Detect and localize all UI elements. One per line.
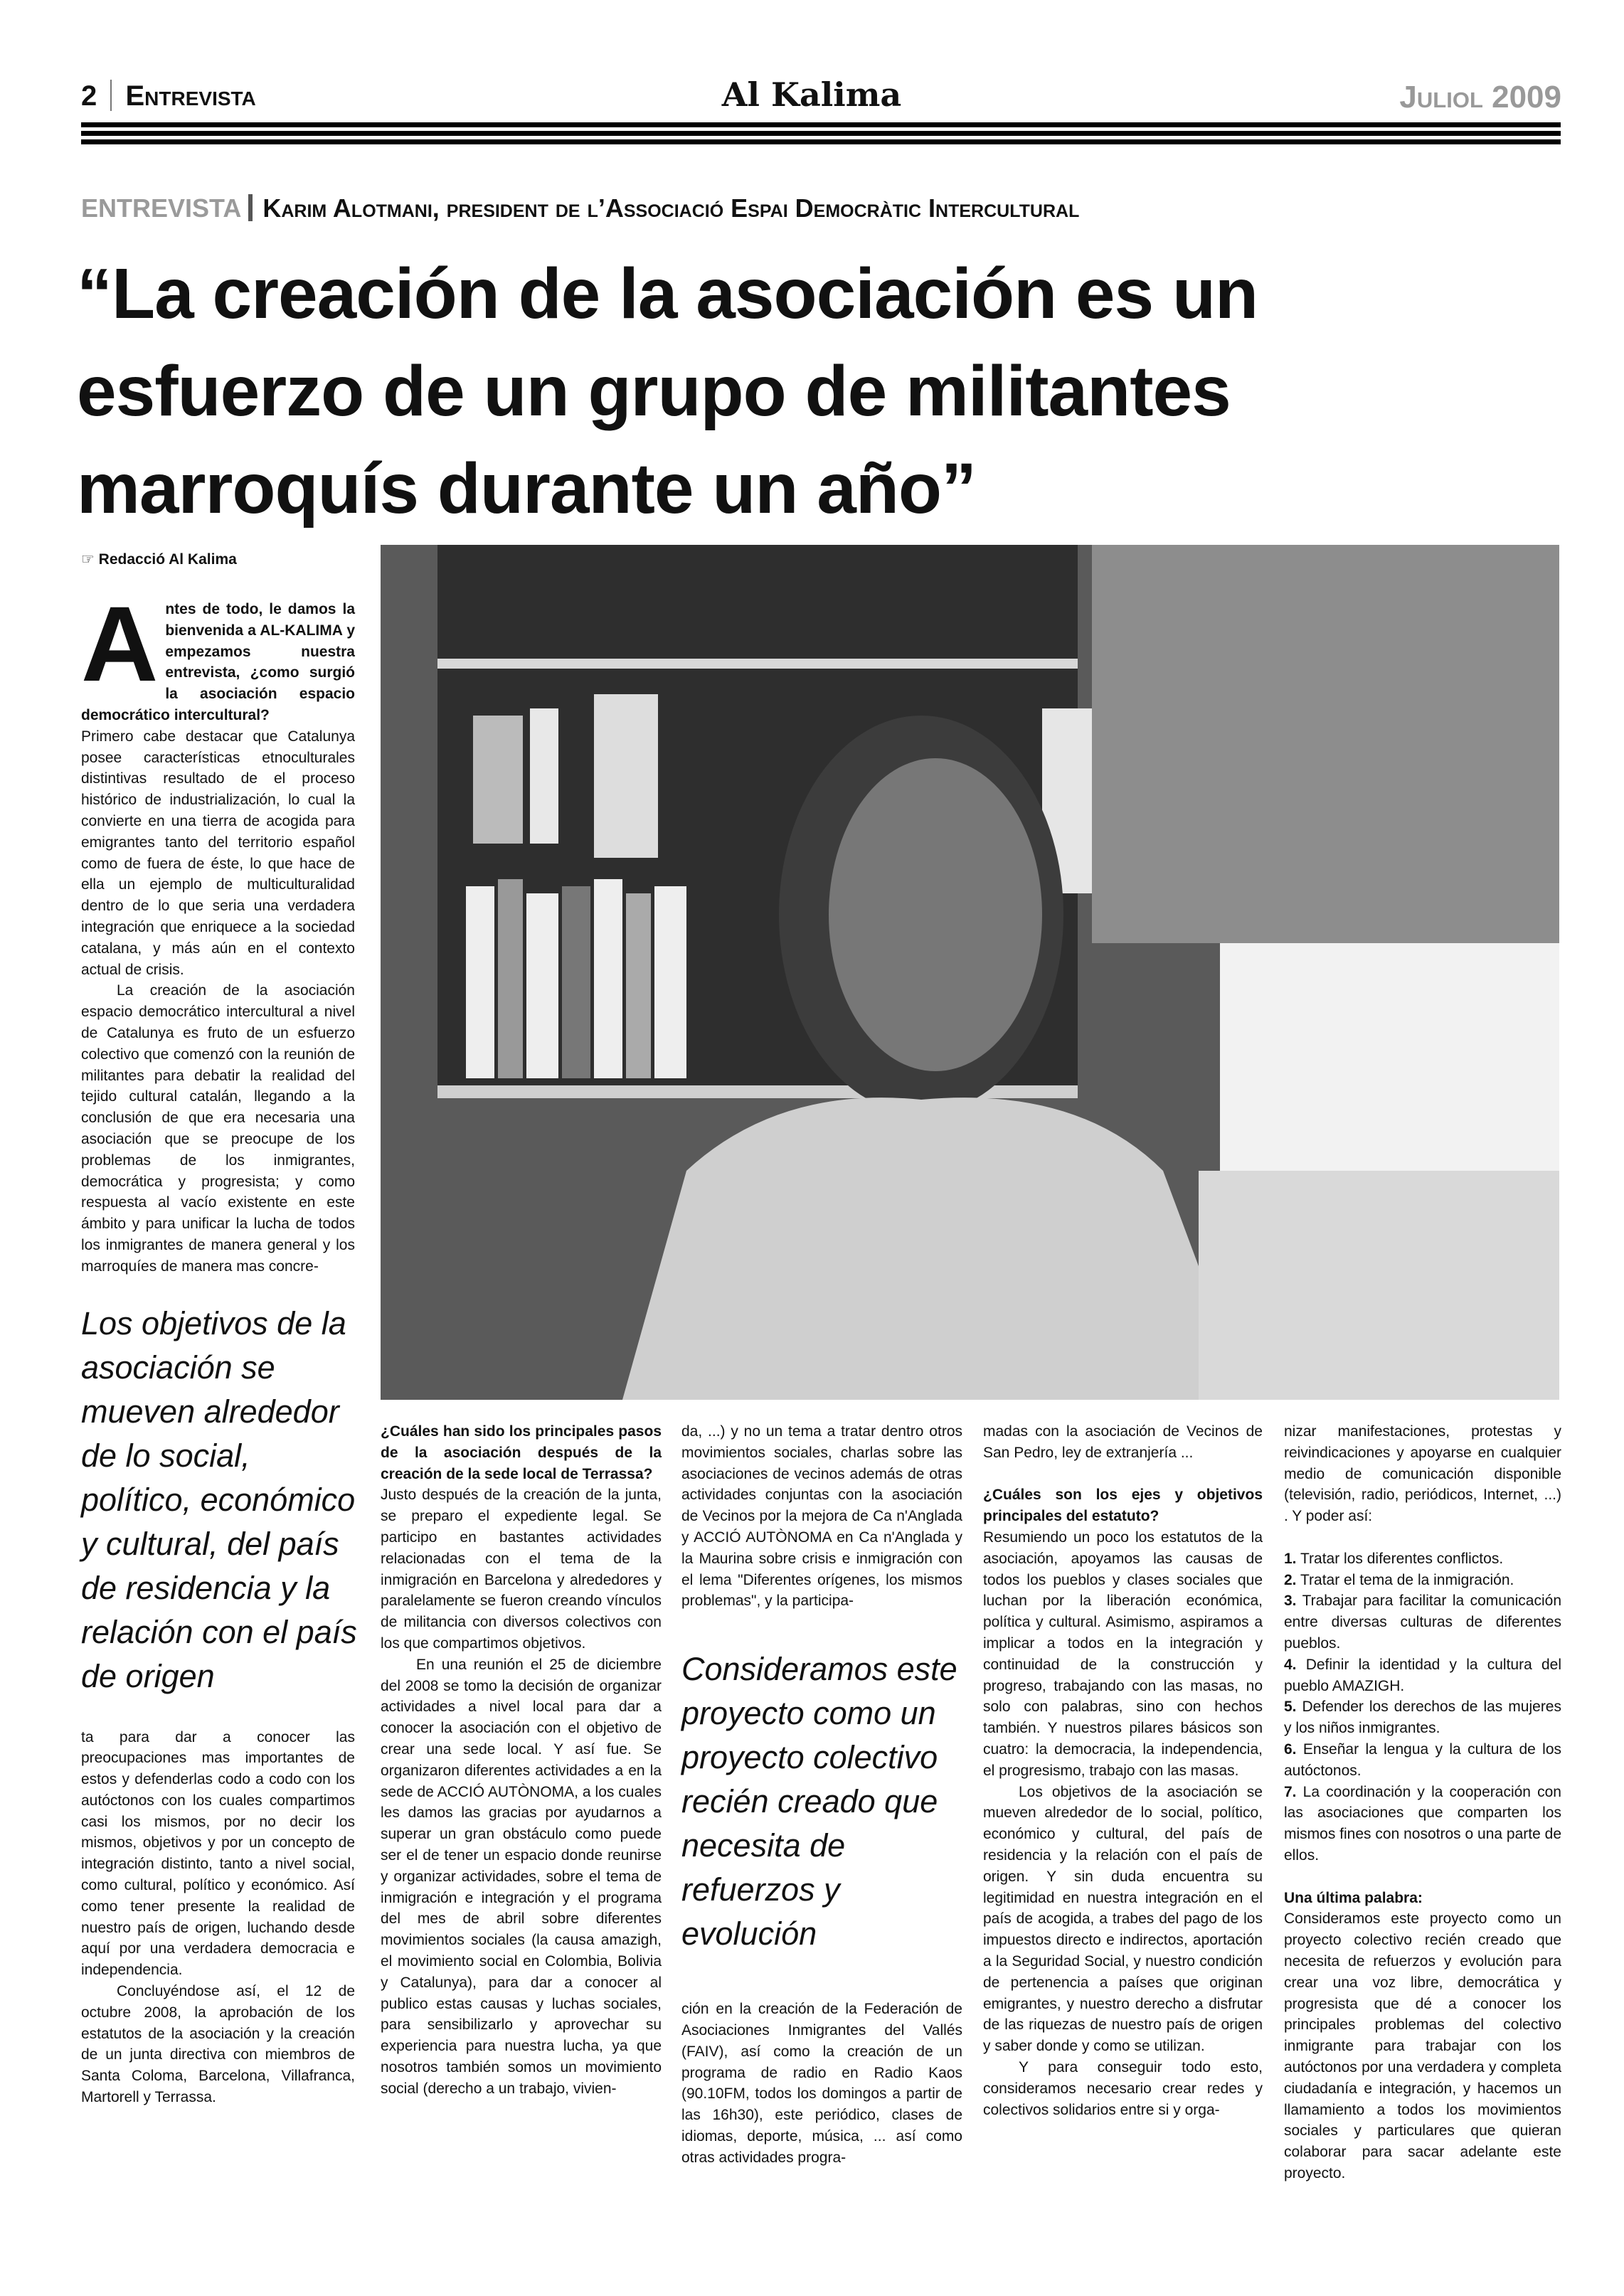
headline-line: “La creación de la asociación es un: [77, 254, 1258, 334]
answer-paragraph: nizar manifestaciones, protestas y reivindicaciones y apoyarse en cualquier medio de comunicación disponible (televisión, radio, periódicos, Internet, ...) . Y poder así:: [1284, 1423, 1561, 1525]
objective-number: 3.: [1284, 1593, 1297, 1610]
divider: [248, 194, 253, 221]
headline-line: marroquís durante un año”: [77, 449, 977, 528]
objective-text: Tratar los diferentes conflictos.: [1300, 1550, 1504, 1567]
question: ¿Cuáles son los ejes y objetivos principales del estatuto?: [983, 1487, 1263, 1525]
objective-number: 5.: [1284, 1699, 1297, 1716]
objective-text: Tratar el tema de la inmigración.: [1300, 1571, 1514, 1588]
objective-text: Defender los derechos de las mujeres y los niños inmigrantes.: [1284, 1699, 1561, 1737]
objective-number: 2.: [1284, 1571, 1297, 1588]
answer-paragraph: ta para dar a conocer las preocupaciones mas importantes de estos y defenderlas codo a codo con los autóctonos con los cuales compartimos casi los mismos, por no decir los mismos, objetivos y por un concepto de integración distinto, tanto a nivel social, como cultural, político y económico. Así como tener presente la realidad de nuestro país de origen, luchando desde aquí por una verdadera democracia e independencia.: [81, 1728, 355, 1979]
pull-quote: Consideramos este proyecto como un proyecto colectivo recién creado que necesita de refuerzos y evolución: [681, 1651, 957, 1952]
photo-illustration: [381, 545, 1559, 1400]
answer-paragraph: Y para conseguir todo esto, consideramos necesario crear redes y colectivos solidarios entre si y orga-: [983, 2058, 1263, 2118]
question: ntes de todo, le damos la bienvenida a AL-KALIMA y empezamos nuestra entrevista, ¿como surgió la asociación espacio democrático intercultural?: [81, 601, 355, 723]
objective-number: 6.: [1284, 1740, 1297, 1758]
byline: [81, 551, 237, 568]
answer-paragraph: madas con la asociación de Vecinos de San Pedro, ley de extranjería ...: [983, 1423, 1263, 1461]
article-column-3: [681, 1421, 962, 1612]
article-column-2: [381, 1421, 662, 2100]
answer-paragraph: ción en la creación de la Federación de Asociaciones Inmigrantes del Vallés (FAIV), así como la creación de un programa de radio en Radio Kaos (90.10FM, todos los domingos a partir de las 16h30), este periódico, clases de idiomas, deporte, música, ... así como otras actividades progra-: [681, 2001, 962, 2166]
byline-text: Redacció Al Kalima: [98, 551, 237, 568]
objective-number: 1.: [1284, 1550, 1297, 1567]
objective-text: La coordinación y la cooperación con las asociaciones que comparten los mismos fines con nosotros o una parte de ellos.: [1284, 1783, 1561, 1864]
article-column-3-stack: [681, 1421, 962, 2169]
article-column-4: [983, 1421, 1263, 2120]
answer-paragraph: Concluyéndose así, el 12 de octubre 2008, la aprobación de los estatutos de la asociación y la creación de un junta directiva con miembros de Santa Coloma, Barcelona, Villafranca, Martorell y Terrassa.: [81, 1983, 355, 2106]
headline: [77, 245, 1258, 538]
kicker: [81, 193, 1079, 223]
masthead: Al Kalima: [721, 75, 902, 114]
article-column-1-lower: [81, 1727, 355, 2108]
answer-paragraph: da, ...) y no un tema a tratar dentro otros movimientos sociales, charlas sobre las asociaciones de vecinos además de otras actividades conjuntas con la asociación de Vecinos por la mejora de Ca n'Anglada y ACCIÓ AUTÒNOMA en Ca n'Anglada y la Maurina sobre crisis e inmigración con el lema "Diferentes orígenes, los mismos problemas", y la participa-: [681, 1423, 962, 1610]
article-column-5: [1284, 1421, 1561, 2184]
answer-paragraph: Consideramos este proyecto como un proyecto colectivo recién creado que necesita de refuerzos y evolución para crear una voz libre, democrática y progresista que dé a conocer los principales problemas del colectivo inmigrante para trabajar con los autóctonos por una verdadera y completa ciudadanía e integración, y hacemos un llamamiento a todos los movimientos sociales y particulares que quieran colaborar para sacar adelante este proyecto.: [1284, 1910, 1561, 2181]
drop-cap: A: [81, 584, 159, 703]
question: Una última palabra:: [1284, 1889, 1423, 1906]
interview-photo: [381, 545, 1559, 1400]
answer-paragraph: En una reunión el 25 de diciembre del 2008 se tomo la decisión de organizar actividades a nivel local para dar a conocer la asociación con el objetivo de crear una sede local. Y así fue. Se organizaron diferentes actividades a en la sede de ACCIÓ AUTÒNOMA, a los cuales les damos las gracias por ayudarnos a superar un gran obstáculo como puede ser el de tener un espacio donde reunirse y organizar actividades, sobre el tema de inmigración e integración y el programa del mes de abril sobre diferentes movimientos sociales (la causa amazigh, el movimiento social en Colombia, Bolivia y Catalunya), para dar a conocer al publico estas causas y luchas sociales, para sensibilizarlo y aprovechar su experiencia para nuestra lucha, ya que nosotros también somos un movimiento social (derecho a un trabajo, vivien-: [381, 1656, 662, 2097]
objective-item: [1284, 1548, 1561, 1570]
kicker-label: ENTREVISTA: [81, 193, 242, 223]
pointing-hand-icon: ☞: [81, 551, 95, 568]
objective-item: [1284, 1570, 1561, 1591]
headline-line: esfuerzo de un grupo de militantes: [77, 351, 1231, 431]
objective-item: [1284, 1696, 1561, 1739]
objective-number: 7.: [1284, 1783, 1297, 1800]
page-number: 2: [81, 80, 97, 112]
question: ¿Cuáles han sido los principales pasos de la asociación después de la creación de la sede local de Terrassa?: [381, 1423, 662, 1482]
article-column-1-stack: [81, 584, 357, 2108]
article-column-1: [81, 584, 355, 1277]
pull-quote: Los objetivos de la asociación se mueven alrededor de lo social, político, económico y cultural, del país de residencia y la relación con el país de origen: [81, 1304, 357, 1694]
objective-number: 4.: [1284, 1656, 1297, 1673]
objective-text: Enseñar la lengua y la cultura de los autóctonos.: [1284, 1740, 1561, 1779]
objective-item: [1284, 1654, 1561, 1697]
answer-paragraph: Resumiendo un poco los estatutos de la asociación, apoyamos las causas de todos los pueblos y clases sociales que luchan por la liberación económica, política y cultural. Asimismo, aspiramos a implicar a todos en la integración y continuidad de la construcción y progreso, trabajando con las masas, no solo con palabras, sino con hechos también. Y nuestros pilares básicos son cuatro: la democracia, la independencia, el progresismo, trabajo con las masas.: [983, 1529, 1263, 1779]
divider: [110, 80, 112, 111]
page-section-label: [81, 80, 256, 112]
kicker-subject: Karim Alotmani, president de l’Associació Espai Democràtic Intercultural: [262, 193, 1080, 223]
header-rule: [81, 122, 1561, 127]
objective-item: [1284, 1590, 1561, 1654]
objective-item: [1284, 1739, 1561, 1782]
issue-date: Juliol 2009: [1399, 80, 1561, 115]
answer-paragraph: Primero cabe destacar que Catalunya posee características etnoculturales distintivas resultado de el proceso histórico de industrialización, lo cual la convierte en una tierra de acogida para emigrantes tanto del territorio español como de fuera de éste, lo que hace de ella un ejemplo de multiculturalidad dentro de lo que seria una verdadera integración que enriquece a la sociedad catalana, y más aún en el contexto actual de crisis.: [81, 728, 355, 978]
answer-paragraph: Los objetivos de la asociación se mueven alrededor de lo social, político, económico y cultural, del país de residencia y la relación con el país de origen. Y sin duda encuentra su legitimidad en nuestra integración en el país de acogida, a trabes del pago de los impuestos directo e indirectos, aportación a la Seguridad Social, y nuestro condición de pertenencia a países que originan emigrantes, y nuestro derecho a disfrutar de las riquezas de nuestro país de origen y saber donde y como se utilizan.: [983, 1783, 1263, 2055]
header-rule: [81, 131, 1561, 136]
article-column-3-lower: [681, 1999, 962, 2168]
objective-text: Definir la identidad y la cultura del pueblo AMAZIGH.: [1284, 1656, 1561, 1694]
objective-text: Trabajar para facilitar la comunicación entre diversas culturas de diferentes pueblos.: [1284, 1593, 1561, 1652]
objective-item: [1284, 1782, 1561, 1866]
answer-paragraph: La creación de la asociación espacio democrático intercultural a nivel de Catalunya es fruto de un esfuerzo colectivo que comenzó con la reunión de militantes para debatir la realidad del tejido cultural catalán, llegando a la conclusión de que era necesaria una asociación que se preocupe de los problemas de los inmigrantes, democrática y progresista; y como respuesta al vacío existente en este ámbito y para unificar la lucha de todos los inmigrantes de manera general y los marroquíes de manera mas concre-: [81, 982, 355, 1275]
section-name: Entrevista: [125, 80, 256, 112]
header-rule: [81, 139, 1561, 144]
answer-paragraph: Justo después de la creación de la junta, se preparo el expediente legal. Se participo en bastantes actividades relacionadas con el tema de la inmigración en Barcelona y alrededores y paralelamente se fueron creando vínculos de militancia con diversos colectivos con los que compartimos objetivos.: [381, 1487, 662, 1652]
